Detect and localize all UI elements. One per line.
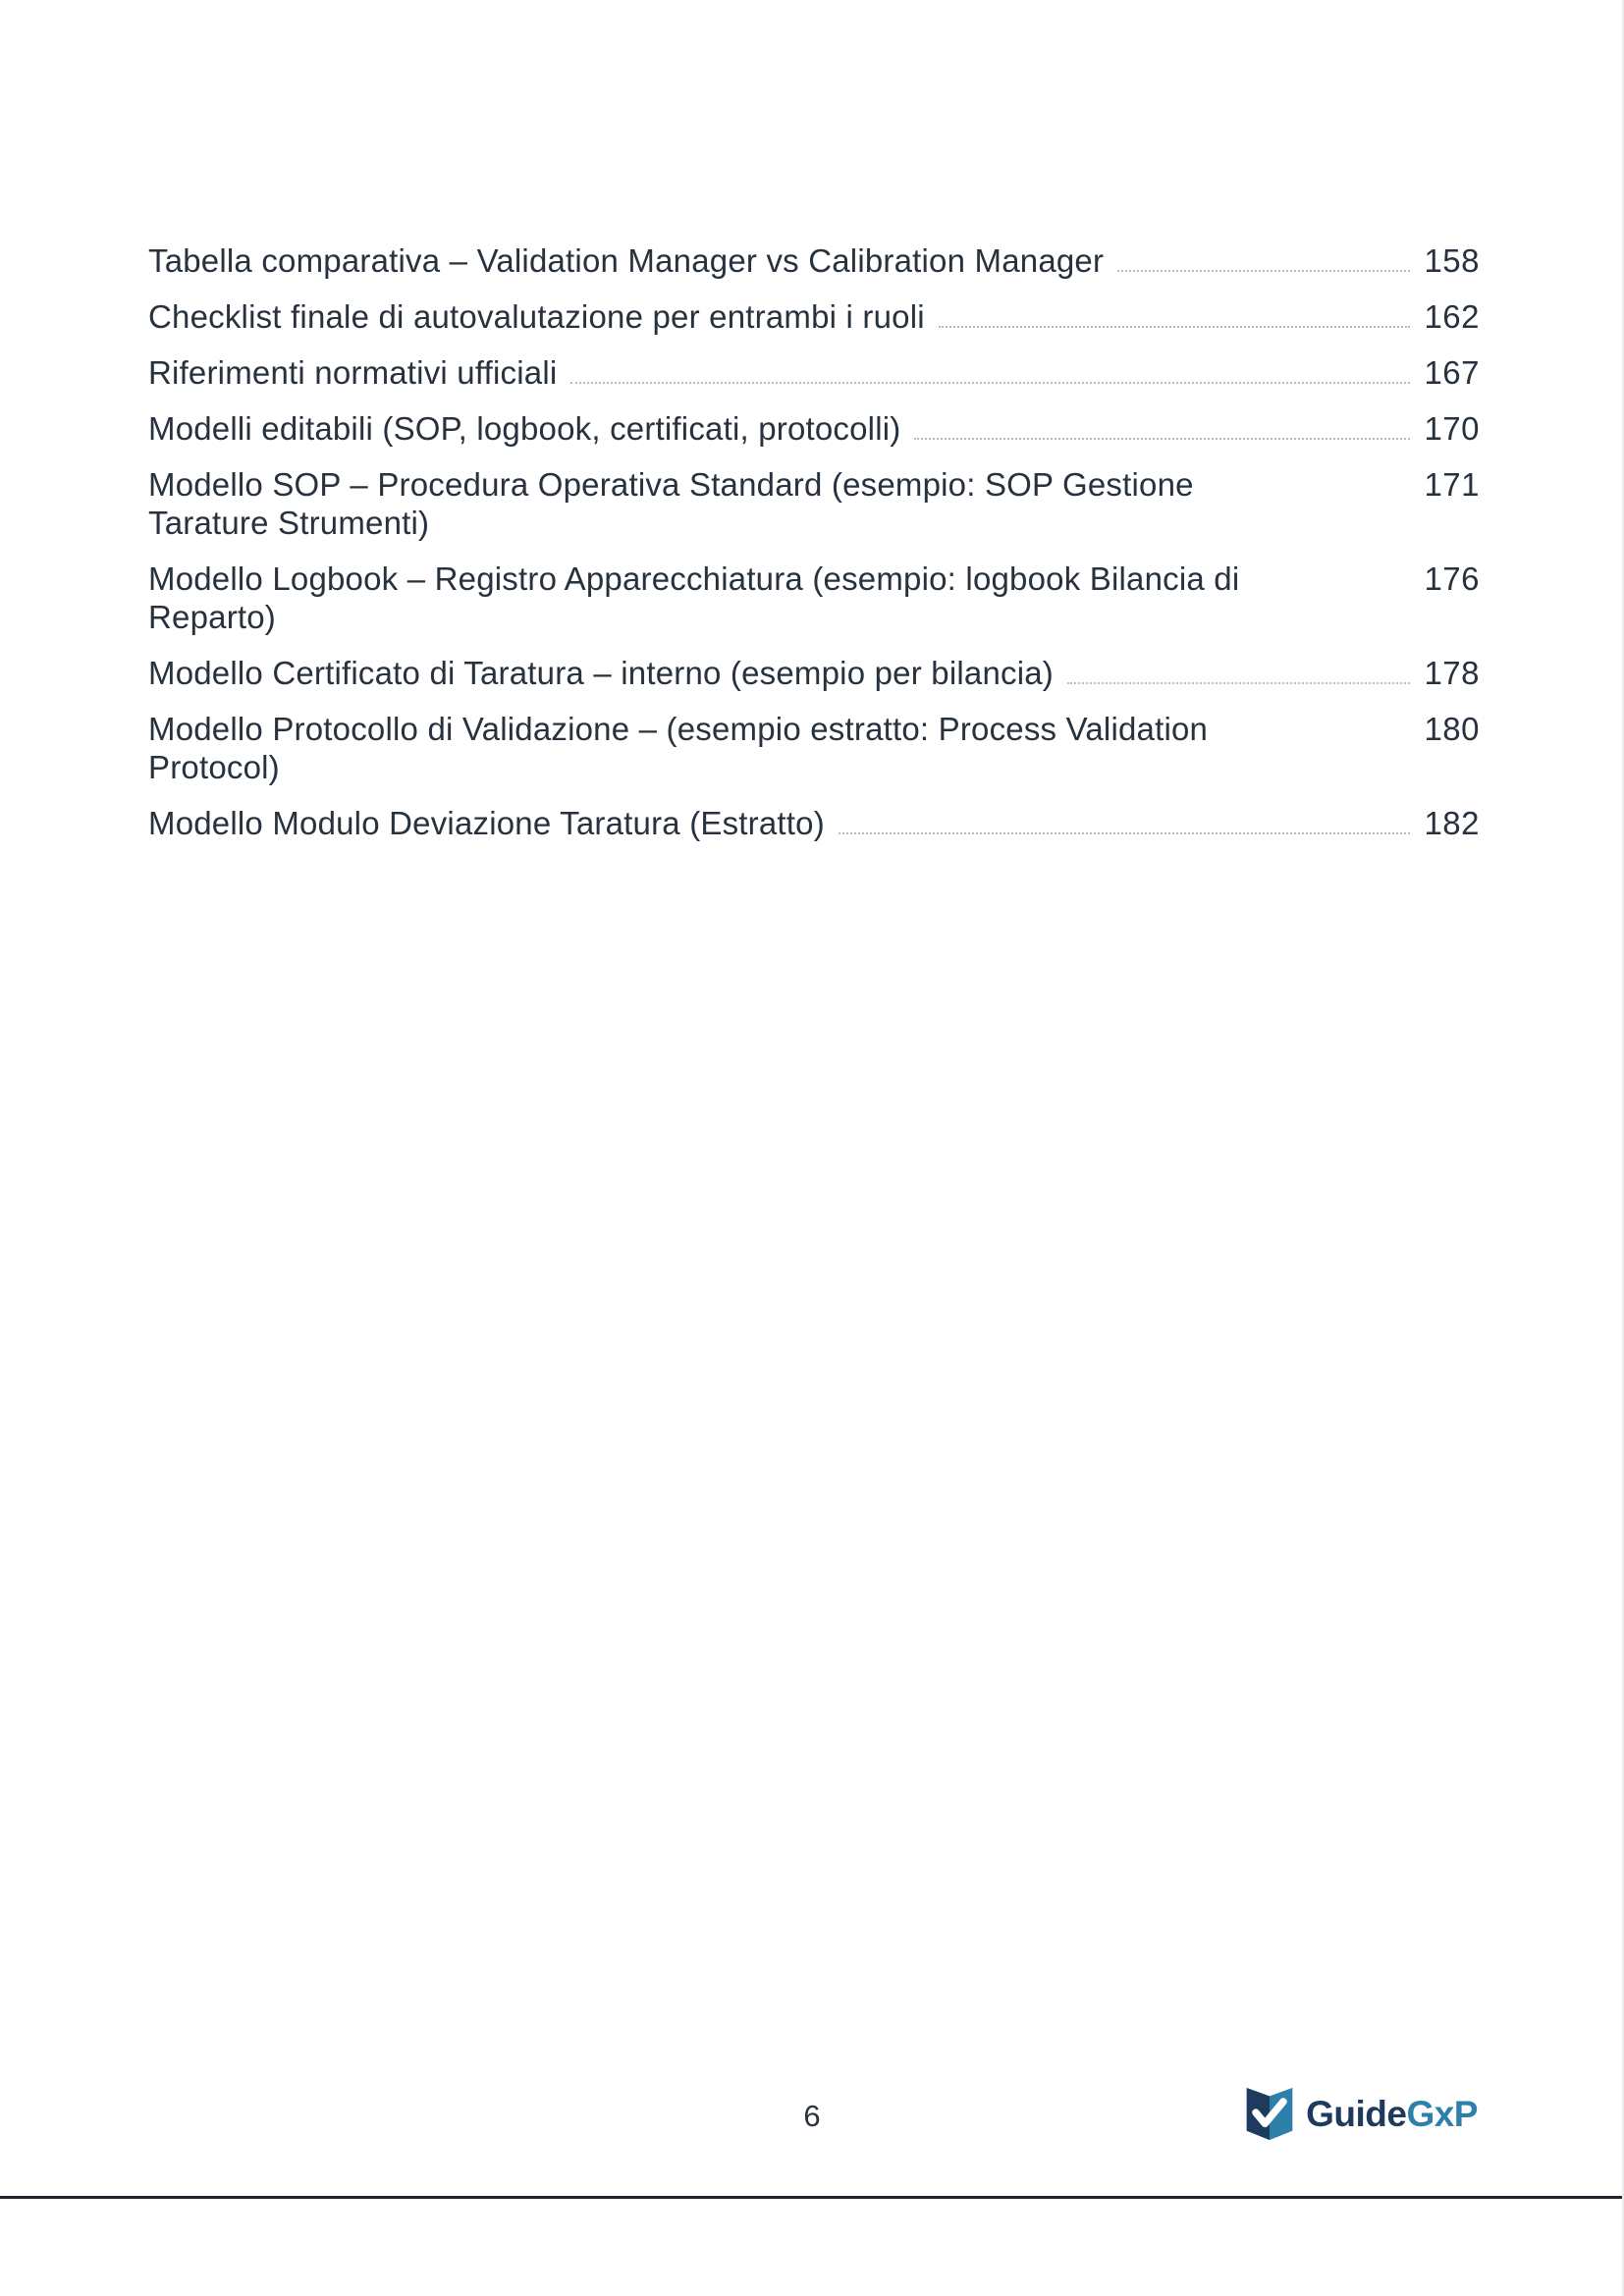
toc-entry[interactable] xyxy=(148,654,1480,692)
toc-dotted-leader xyxy=(914,409,1410,440)
toc-entry-title: Tabella comparativa – Validation Manager vs Calibration Manager xyxy=(148,242,1105,279)
toc-entry-title: Modello Protocollo di Validazione – (esempio estratto: Process Validation Protocol) xyxy=(148,711,1209,785)
toc-entry[interactable] xyxy=(148,710,1480,786)
toc-dotted-leader xyxy=(570,353,1410,384)
toc-entry[interactable] xyxy=(148,353,1480,392)
toc-entry[interactable] xyxy=(148,560,1480,636)
toc-page-number: 171 xyxy=(1424,466,1480,503)
toc-page-number: 182 xyxy=(1424,805,1480,841)
toc-entry-title: Modello Certificato di Taratura – interno (esempio per bilancia) xyxy=(148,655,1054,691)
toc-page-number: 162 xyxy=(1424,298,1480,335)
toc-dotted-leader xyxy=(839,804,1411,834)
toc-entry-title: Modello Logbook – Registro Apparecchiatura (esempio: logbook Bilancia di Reparto) xyxy=(148,561,1240,635)
toc-page-number: 170 xyxy=(1424,410,1480,447)
toc-dotted-leader xyxy=(1208,465,1411,494)
toc-page-number: 180 xyxy=(1424,711,1480,747)
footer-rule xyxy=(0,2196,1624,2199)
toc-dotted-leader xyxy=(1221,710,1410,738)
toc-entry[interactable] xyxy=(148,409,1480,448)
brand-name xyxy=(1306,2094,1478,2135)
toc-entry[interactable] xyxy=(148,241,1480,280)
page-number: 6 xyxy=(803,2099,821,2133)
toc-page-number: 176 xyxy=(1424,561,1480,597)
toc-page-number: 178 xyxy=(1424,655,1480,691)
toc-entry-title: Checklist finale di autovalutazione per entrambi i ruoli xyxy=(148,298,925,335)
toc-dotted-leader xyxy=(1067,654,1410,684)
toc-entry[interactable] xyxy=(148,297,1480,336)
toc-entry-title: Modelli editabili (SOP, logbook, certificati, protocolli) xyxy=(148,410,901,447)
toc-entry[interactable] xyxy=(148,804,1480,842)
toc-entry-title: Modello Modulo Deviazione Taratura (Estratto) xyxy=(148,805,825,841)
toc-dotted-leader xyxy=(939,297,1411,328)
toc-dotted-leader xyxy=(1117,241,1410,272)
book-check-icon xyxy=(1242,2085,1297,2144)
brand-name-secondary: GxP xyxy=(1406,2094,1478,2134)
toc-entry-title: Modello SOP – Procedura Operativa Standard (esempio: SOP Gestione Tarature Strumenti) xyxy=(148,466,1194,541)
toc-entry[interactable] xyxy=(148,465,1480,542)
toc-page-number: 167 xyxy=(1424,354,1480,391)
toc-entry-title: Riferimenti normativi ufficiali xyxy=(148,354,558,391)
table-of-contents xyxy=(148,241,1480,860)
brand-logo xyxy=(1242,2085,1478,2144)
toc-dotted-leader xyxy=(1253,560,1410,588)
toc-page-number: 158 xyxy=(1424,242,1480,279)
brand-name-primary: Guide xyxy=(1306,2094,1407,2134)
